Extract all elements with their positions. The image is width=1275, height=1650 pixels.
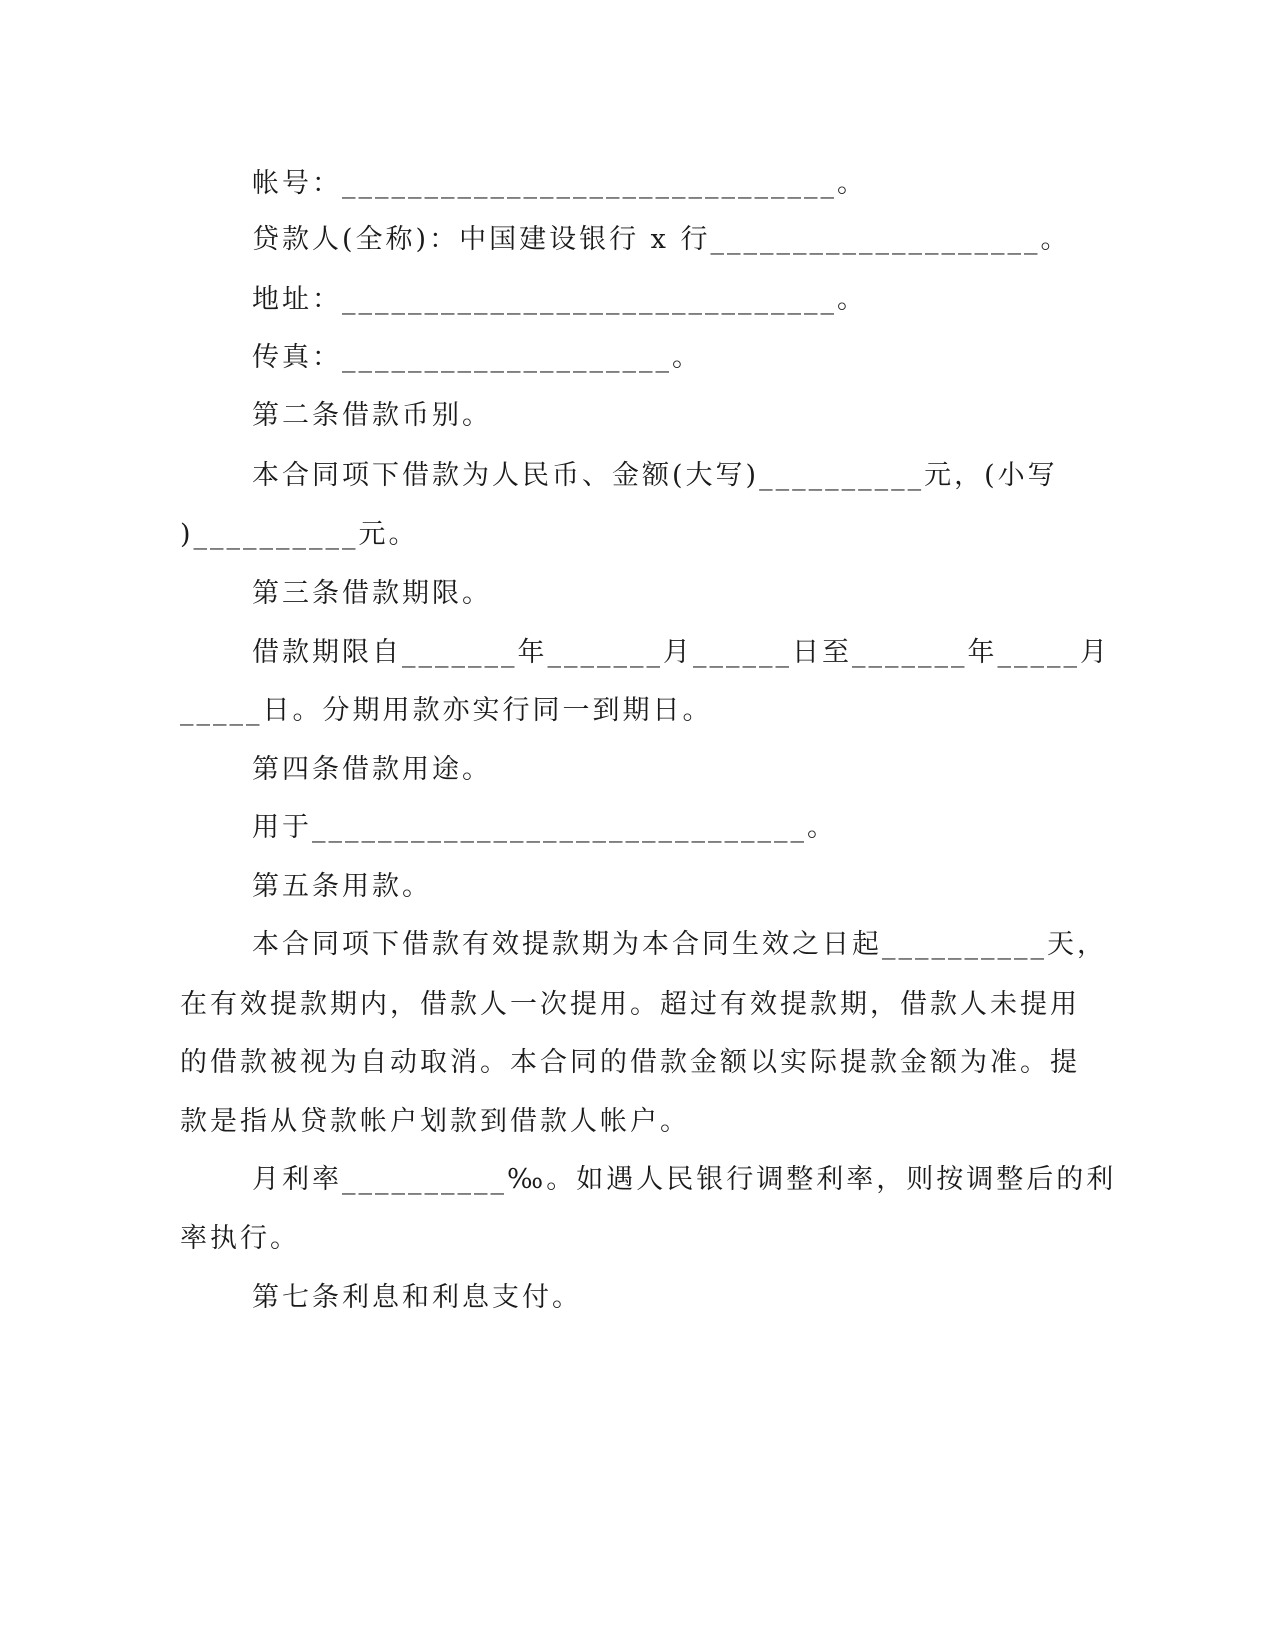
article-7-heading: 第七条利息和利息支付。 (252, 1282, 582, 1313)
loan-purpose-line: 用于______________________________。 (252, 812, 837, 843)
loan-currency-text-cont: )__________元。 (180, 519, 419, 550)
article-2-heading: 第二条借款币别。 (252, 400, 492, 431)
lender-name-line: 贷款人(全称)：中国建设银行 x 行____________________。 (252, 224, 1071, 255)
fax-line: 传真：____________________。 (252, 342, 702, 373)
loan-currency-text: 本合同项下借款为人民币、金额(大写)__________元，(小写 (252, 460, 1058, 491)
account-number-line: 帐号：______________________________。 (252, 168, 867, 199)
withdrawal-paragraph-line-3: 的借款被视为自动取消。本合同的借款金额以实际提款金额为准。提 (180, 1047, 1080, 1078)
article-5-heading: 第五条用款。 (252, 871, 432, 902)
withdrawal-paragraph-line-2: 在有效提款期内，借款人一次提用。超过有效提款期，借款人未提用 (180, 989, 1080, 1020)
article-4-heading: 第四条借款用途。 (252, 754, 492, 785)
loan-term-text: 借款期限自_______年_______月______日至_______年_____月 (252, 637, 1110, 668)
loan-term-text-cont: _____日。分期用款亦实行同一到期日。 (180, 695, 713, 726)
article-3-heading: 第三条借款期限。 (252, 578, 492, 609)
interest-rate-line-2: 率执行。 (180, 1223, 300, 1254)
withdrawal-paragraph-line-1: 本合同项下借款有效提款期为本合同生效之日起__________天， (252, 929, 1107, 960)
interest-rate-line-1: 月利率__________‰。如遇人民银行调整利率，则按调整后的利 (252, 1164, 1117, 1195)
withdrawal-paragraph-line-4: 款是指从贷款帐户划款到借款人帐户。 (180, 1106, 690, 1137)
address-line: 地址：______________________________。 (252, 284, 867, 315)
